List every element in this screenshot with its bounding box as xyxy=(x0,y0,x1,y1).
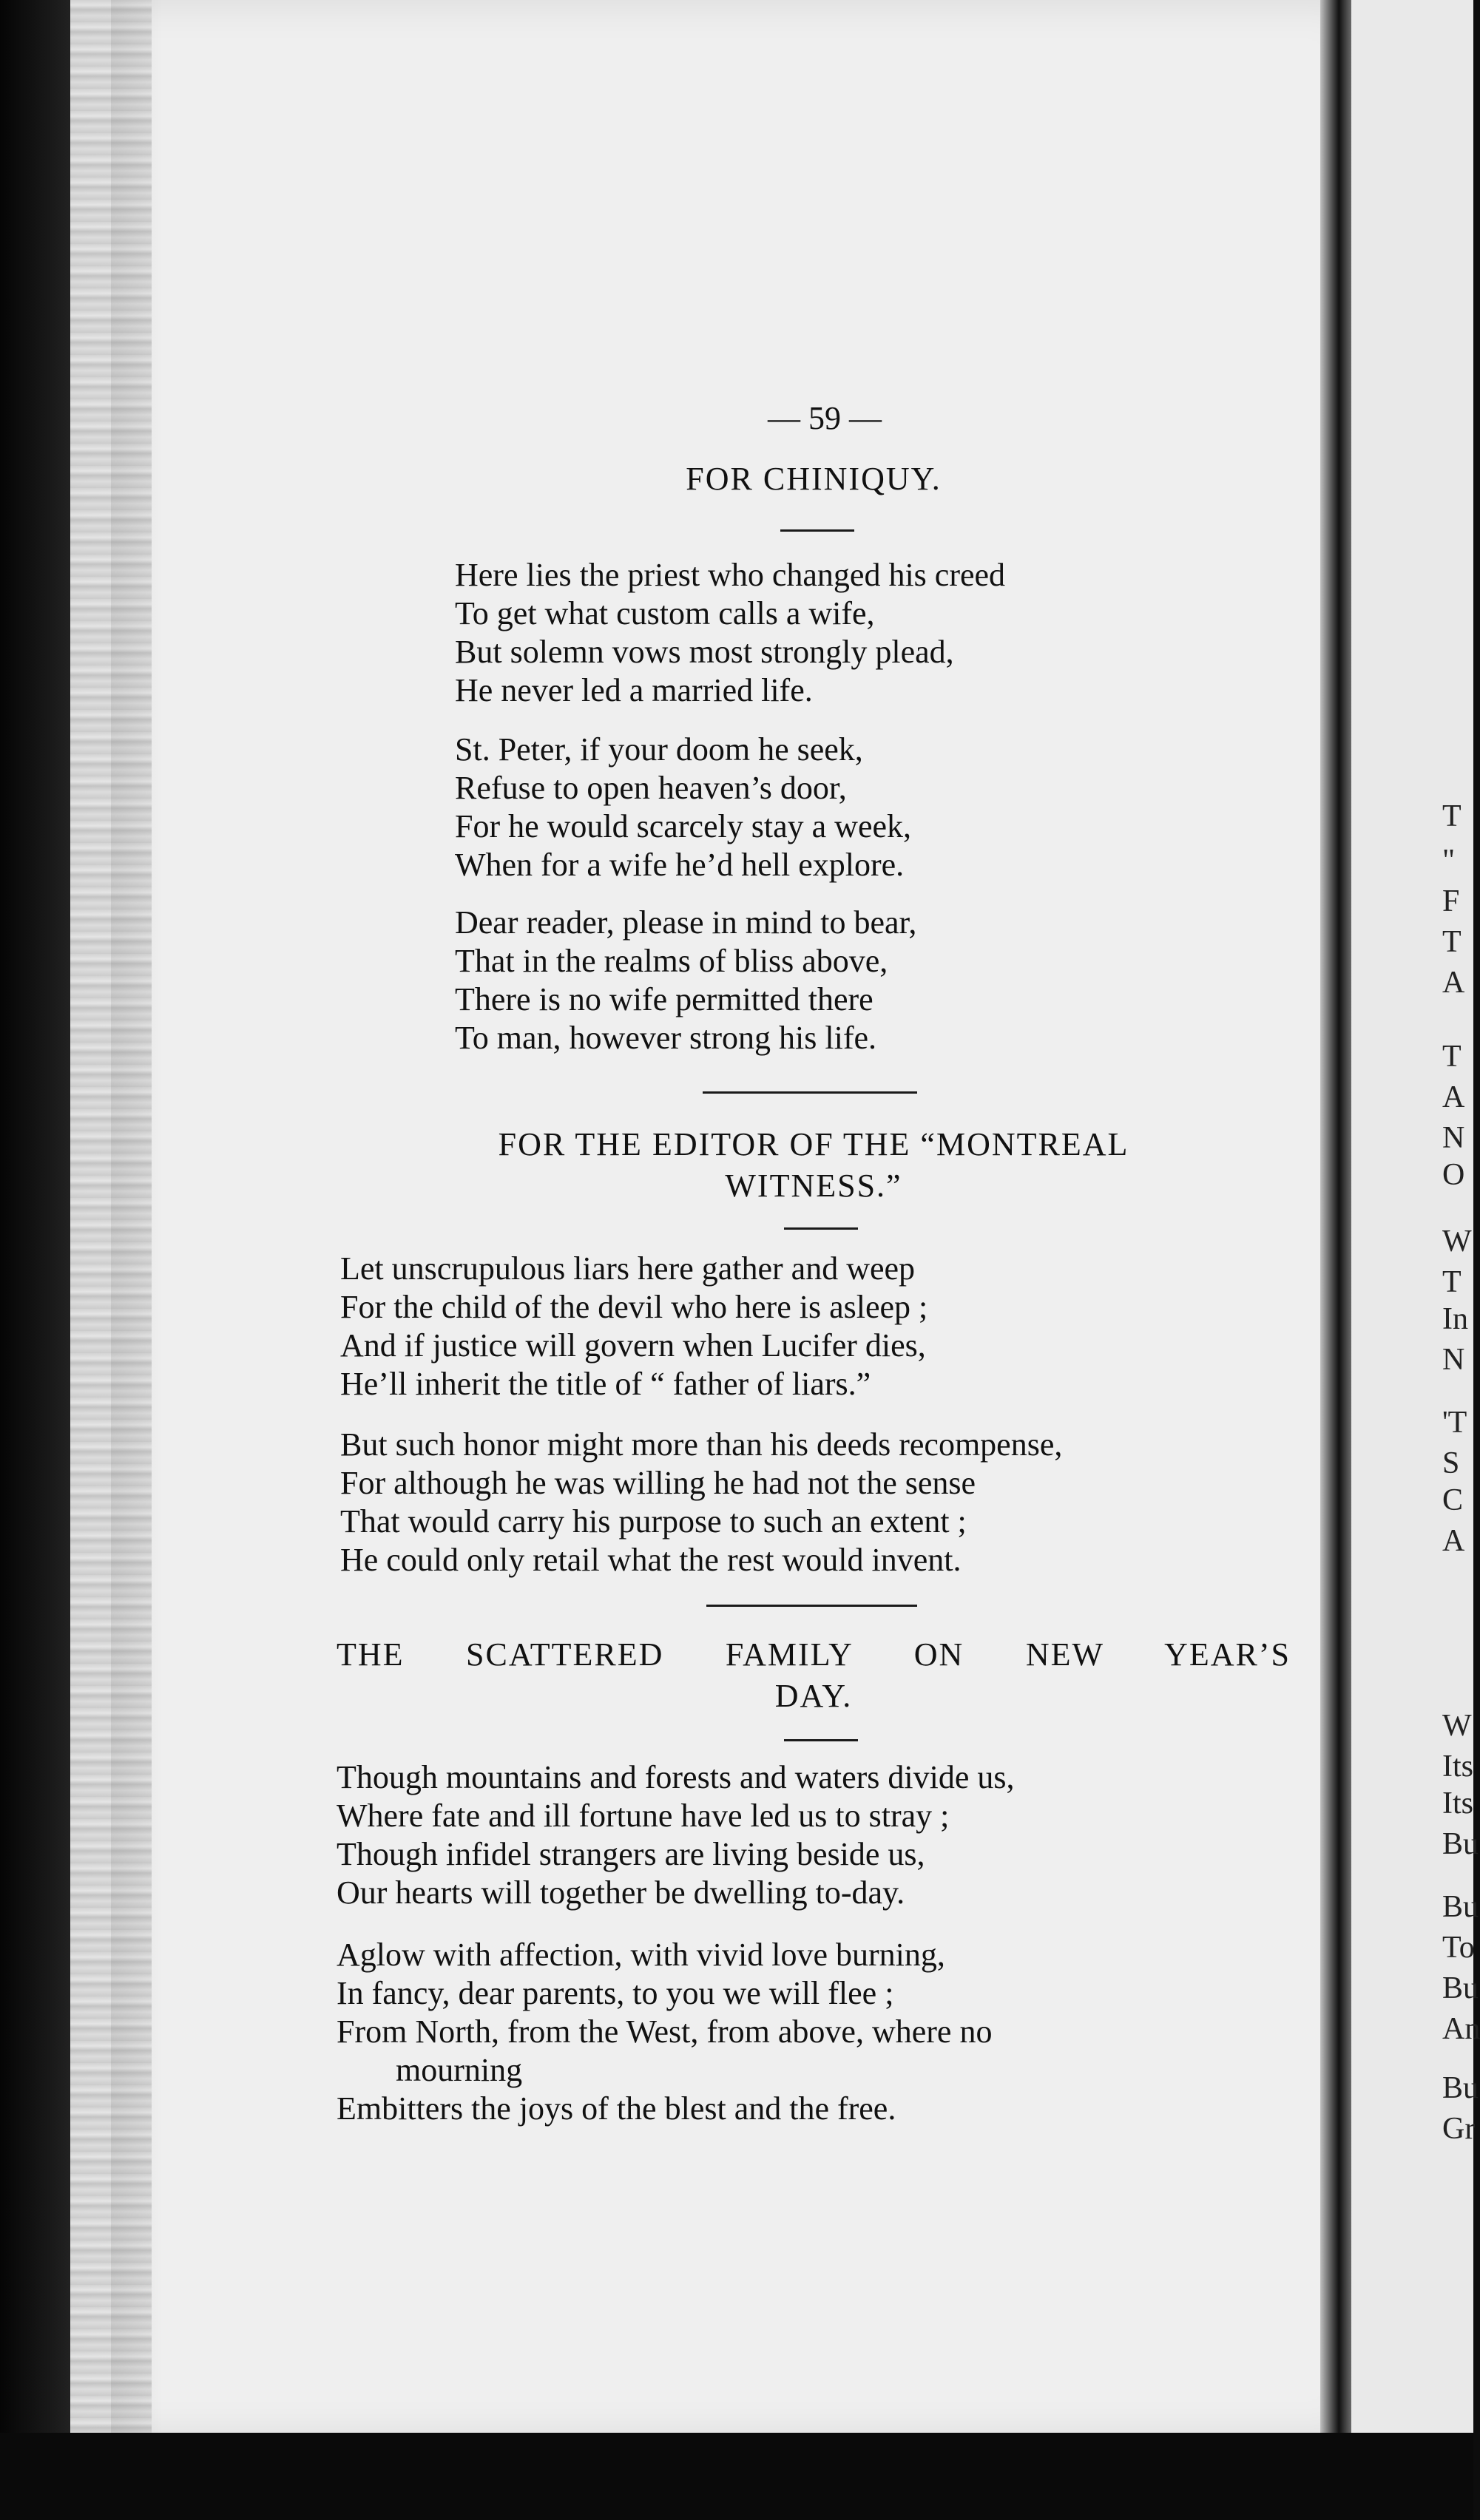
verse-line: Our hearts will together be dwelling to-day. xyxy=(337,1874,905,1911)
facing-fragment: 'T xyxy=(1442,1406,1467,1440)
stanza xyxy=(455,904,916,1057)
verse-line: He’ll inherit the title of “ father of liars.” xyxy=(340,1366,871,1402)
verse-line-text: From North, from the West, from above, where no xyxy=(337,2013,993,2050)
facing-fragment: Bu xyxy=(1442,1890,1479,1924)
facing-fragment: Its xyxy=(1442,1750,1473,1784)
facing-fragment: T xyxy=(1442,1040,1462,1074)
verse-line: When for a wife he’d hell explore. xyxy=(455,847,905,883)
verse-line: Aglow with affection, with vivid love burning, xyxy=(337,1937,945,1973)
verse-line: Embitters the joys of the blest and the free. xyxy=(337,2090,896,2127)
stanza xyxy=(455,556,1005,710)
facing-fragment: N xyxy=(1442,1121,1465,1155)
facing-fragment: " xyxy=(1442,844,1456,878)
verse-line: Dear reader, please in mind to bear, xyxy=(455,904,917,941)
facing-fragment: A xyxy=(1442,1524,1465,1558)
title-rule xyxy=(784,1739,858,1741)
verse-line: Let unscrupulous liars here gather and weep xyxy=(340,1250,916,1287)
verse-line: To get what custom calls a wife, xyxy=(455,595,875,631)
stanza xyxy=(337,1758,1015,1912)
verse-line: And if justice will govern when Lucifer dies, xyxy=(340,1327,926,1364)
facing-fragment: S xyxy=(1442,1446,1460,1480)
facing-fragment: An xyxy=(1442,2012,1480,2046)
verse-line: Here lies the priest who changed his creed xyxy=(455,557,1006,593)
verse-line-continuation: mourning xyxy=(396,2052,523,2088)
stanza xyxy=(337,1936,1268,2128)
facing-fragment: C xyxy=(1442,1483,1464,1517)
verse-line: Refuse to open heaven’s door, xyxy=(455,770,847,806)
verse-line: To man, however strong his life. xyxy=(455,1020,877,1056)
title-rule xyxy=(784,1227,858,1230)
facing-fragment: A xyxy=(1442,1080,1465,1114)
verse-line: Though infidel strangers are living beside us, xyxy=(337,1836,925,1872)
poem-title-editor-line2: WITNESS.” xyxy=(725,1168,902,1204)
verse-line: For although he was willing he had not the sense xyxy=(340,1465,976,1501)
facing-fragment: Its xyxy=(1442,1786,1473,1820)
facing-fragment: Bu xyxy=(1442,2071,1479,2105)
section-divider xyxy=(706,1605,917,1607)
poem-title-scattered-family-line2: DAY. xyxy=(774,1678,853,1714)
section-divider xyxy=(703,1091,917,1094)
facing-fragment: O xyxy=(1442,1158,1465,1192)
stanza xyxy=(455,731,911,884)
verse-line: But solemn vows most strongly plead, xyxy=(455,634,954,670)
verse-line: For he would scarcely stay a week, xyxy=(455,808,912,844)
poem-title-editor: FOR THE EDITOR OF THE “MONTREAL xyxy=(498,1126,1129,1162)
stanza xyxy=(340,1426,1062,1579)
facing-fragment: To xyxy=(1442,1931,1475,1965)
poem-title-scattered-family: THE SCATTERED FAMILY ON NEW YEAR’S xyxy=(337,1636,1291,1673)
facing-fragment: W xyxy=(1442,1709,1472,1743)
verse-line: He could only retail what the rest would invent. xyxy=(340,1542,962,1578)
verse-line: St. Peter, if your doom he seek, xyxy=(455,731,863,768)
stanza xyxy=(340,1250,927,1403)
facing-fragment: T xyxy=(1442,925,1462,959)
verse-line xyxy=(337,2013,1268,2051)
verse-line: He never led a married life. xyxy=(455,672,813,708)
facing-fragment: Bu xyxy=(1442,1827,1479,1861)
verse-line: Though mountains and forests and waters divide us, xyxy=(337,1759,1015,1795)
verse-line: In fancy, dear parents, to you we will flee ; xyxy=(337,1975,894,2011)
facing-fragment: N xyxy=(1442,1343,1465,1377)
poem-title-chiniquy: FOR CHINIQUY. xyxy=(686,461,942,497)
verse-line: For the child of the devil who here is asleep ; xyxy=(340,1289,928,1325)
verse-line: There is no wife permitted there xyxy=(455,981,874,1017)
facing-fragment: Gr xyxy=(1442,2112,1476,2146)
facing-fragment: A xyxy=(1442,966,1465,1000)
verse-line: That would carry his purpose to such an extent ; xyxy=(340,1503,967,1540)
facing-fragment: F xyxy=(1442,884,1460,918)
page-number: — 59 — xyxy=(768,400,882,436)
verse-line: That in the realms of bliss above, xyxy=(455,943,888,979)
verse-line: Where fate and ill fortune have led us to stray ; xyxy=(337,1798,950,1834)
facing-fragment: W xyxy=(1442,1225,1472,1259)
facing-fragment: T xyxy=(1442,1265,1462,1299)
verse-line: But such honor might more than his deeds recompense, xyxy=(340,1426,1063,1463)
title-rule xyxy=(780,529,854,532)
facing-fragment: Bu xyxy=(1442,1971,1479,2005)
facing-fragment: T xyxy=(1442,799,1462,833)
facing-fragment: In xyxy=(1442,1302,1468,1336)
